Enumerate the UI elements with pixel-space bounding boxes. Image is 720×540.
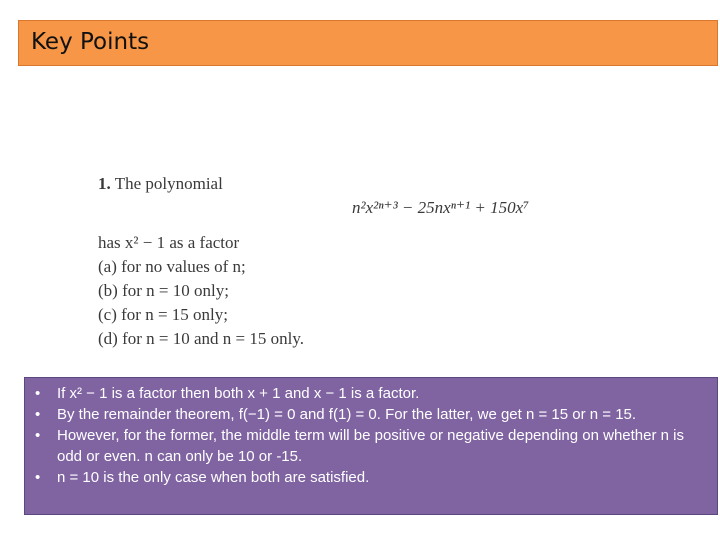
option-d: (d) for n = 10 and n = 15 only.	[98, 329, 304, 348]
key-points-box	[24, 377, 718, 515]
problem-intro-line	[98, 174, 223, 194]
slide-title: Key Points	[31, 29, 150, 55]
key-point: • If x² − 1 is a factor then both x + 1 and x − 1 is a factor.	[25, 383, 715, 404]
key-point: • By the remainder theorem, f(−1) = 0 and f(1) = 0. For the latter, we get n = 15 or n = 15.	[25, 404, 715, 425]
option-c: (c) for n = 15 only;	[98, 305, 228, 324]
key-point: • n = 10 is the only case when both are satisfied.	[25, 467, 715, 488]
problem-intro: The polynomial	[114, 174, 223, 193]
key-point: • However, for the former, the middle term will be positive or negative depending on whether n is odd or even. n can only be 10 or -15.	[25, 425, 715, 467]
option-b: (b) for n = 10 only;	[98, 281, 229, 300]
problem-polynomial: n²x²ⁿ⁺³ − 25nxⁿ⁺¹ + 150x⁷	[352, 198, 530, 217]
problem-number: 1.	[98, 174, 111, 193]
problem-stem: has x² − 1 as a factor	[98, 233, 240, 252]
key-points-list	[25, 383, 715, 488]
option-a: (a) for no values of n;	[98, 257, 246, 276]
